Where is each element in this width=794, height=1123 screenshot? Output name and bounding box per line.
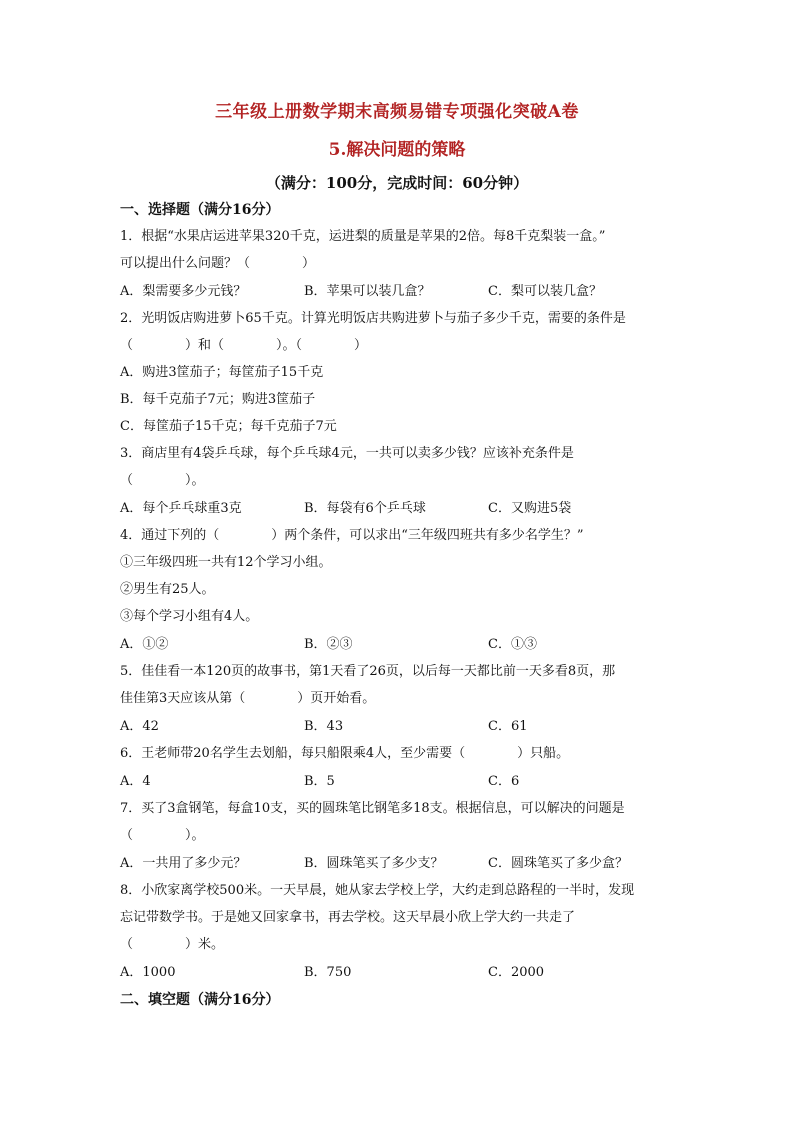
question-8-line-1: 8．小欣家离学校500米。一天早晨，她从家去学校上学，大约走到总路程的一半时，发现	[120, 883, 635, 898]
question-3-option-c[interactable]: C．又购进5袋	[488, 501, 572, 516]
question-6-option-a[interactable]: A．4	[120, 774, 151, 789]
question-8-option-b[interactable]: B．750	[304, 965, 352, 980]
question-7-option-a[interactable]: A．一共用了多少元？	[120, 856, 247, 871]
question-3-option-b[interactable]: B．每袋有6个乒乓球	[304, 501, 426, 516]
question-7-line-1: 7．买了3盒钢笔，每盒10支，买的圆珠笔比钢笔多18支。根据信息，可以解决的问题是	[120, 801, 625, 816]
question-4-item-2: ②男生有25人。	[120, 582, 215, 597]
question-3-line-2: （ ）。	[120, 473, 205, 488]
question-2-option-c[interactable]: C．每筐茄子15千克；每千克茄子7元	[120, 419, 337, 434]
question-5-option-c[interactable]: C．61	[488, 719, 528, 734]
question-5-line-2: 佳佳第3天应该从第（ ）页开始看。	[120, 691, 376, 706]
question-8-line-2: 忘记带数学书。于是她又回家拿书，再去学校。这天早晨小欣上学大约一共走了	[120, 910, 576, 925]
section-heading-fill: 二、填空题（满分16分）	[120, 992, 280, 1008]
question-8-option-c[interactable]: C．2000	[488, 965, 545, 980]
question-2-line-1: 2．光明饭店购进萝卜65千克。计算光明饭店共购进萝卜与茄子多少千克，需要的条件是	[120, 311, 626, 326]
question-1-option-c[interactable]: C．梨可以装几盒？	[488, 284, 602, 299]
exam-info: （满分：100分，完成时间：60分钟）	[265, 174, 529, 192]
question-4-line-1: 4．通过下列的（ ）两个条件，可以求出“三年级四班共有多少名学生？”	[120, 528, 584, 543]
exam-topic: 5.解决问题的策略	[328, 140, 466, 160]
question-3-line-1: 3．商店里有4袋乒乓球，每个乒乓球4元，一共可以卖多少钱？应该补充条件是	[120, 446, 574, 461]
question-1-line-2: 可以提出什么问题？（ ）	[120, 256, 316, 271]
question-4-option-c[interactable]: C．①③	[488, 637, 537, 652]
question-7-option-b[interactable]: B．圆珠笔买了多少支？	[304, 856, 444, 871]
question-2-option-b[interactable]: B．每千克茄子7元；购进3筐茄子	[120, 392, 316, 407]
question-4-item-3: ③每个学习小组有4人。	[120, 609, 259, 624]
question-6-option-b[interactable]: B．5	[304, 774, 335, 789]
question-7-option-c[interactable]: C．圆珠笔买了多少盒？	[488, 856, 628, 871]
question-4-item-1: ①三年级四班一共有12个学习小组。	[120, 555, 332, 570]
question-1-line-1: 1．根据“水果店运进苹果320千克，运进梨的质量是苹果的2倍。每8千克梨装一盒。”	[120, 229, 606, 244]
question-4-option-a[interactable]: A．①②	[120, 637, 169, 652]
question-2-line-2: （ ）和（ ）。（ ）	[120, 338, 368, 353]
section-heading-choice: 一、选择题（满分16分）	[120, 202, 280, 218]
question-6-option-c[interactable]: C．6	[488, 774, 520, 789]
question-1-option-b[interactable]: B．苹果可以装几盒？	[304, 284, 431, 299]
question-8-line-3: （ ）米。	[120, 937, 225, 952]
question-4-option-b[interactable]: B．②③	[304, 637, 353, 652]
question-7-line-2: （ ）。	[120, 828, 205, 843]
question-2-option-a[interactable]: A．购进3筐茄子；每筐茄子15千克	[120, 365, 324, 380]
question-1-option-a[interactable]: A．梨需要多少元钱？	[120, 284, 247, 299]
question-3-option-a[interactable]: A．每个乒乓球重3克	[120, 501, 242, 516]
question-8-option-a[interactable]: A．1000	[120, 965, 176, 980]
question-6-line-1: 6．王老师带20名学生去划船，每只船限乘4人，至少需要（ ）只船。	[120, 746, 570, 761]
question-5-option-a[interactable]: A．42	[120, 719, 159, 734]
question-5-line-1: 5．佳佳看一本120页的故事书，第1天看了26页，以后每一天都比前一天多看8页，那	[120, 664, 616, 679]
question-5-option-b[interactable]: B．43	[304, 719, 344, 734]
exam-title: 三年级上册数学期末高频易错专项强化突破A卷	[215, 102, 579, 122]
